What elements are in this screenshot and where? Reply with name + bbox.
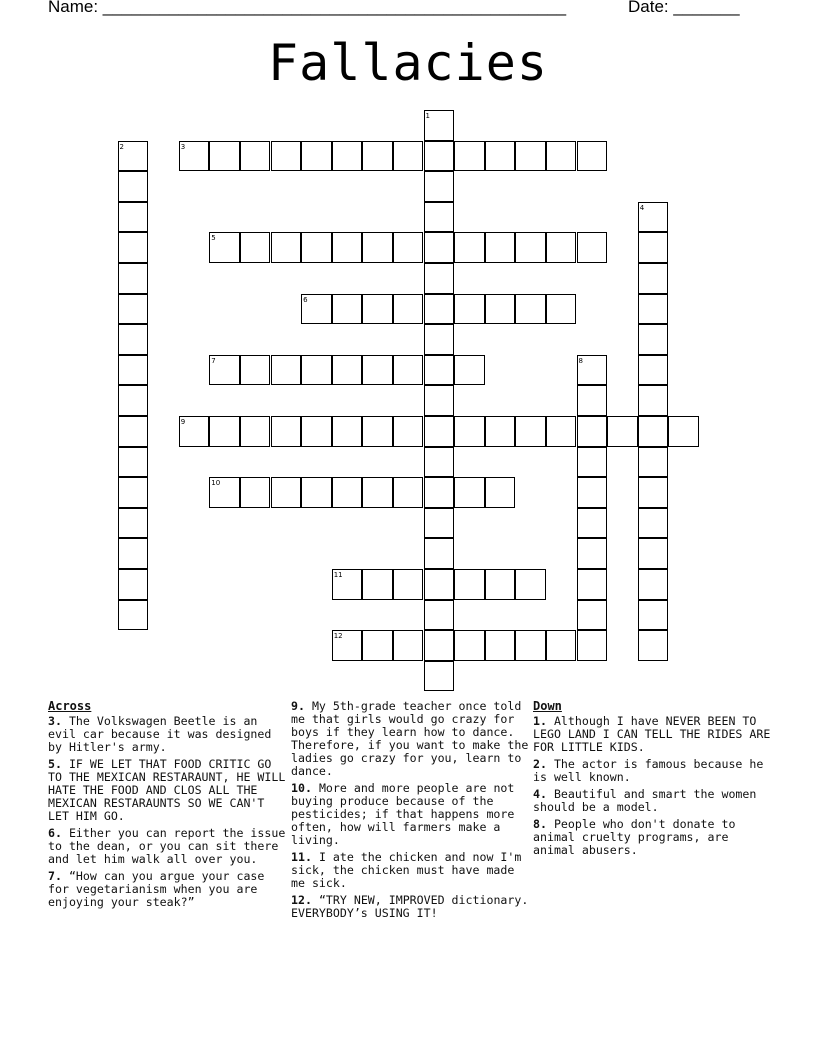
grid-cell[interactable]: [546, 294, 577, 325]
grid-cell[interactable]: [362, 294, 393, 325]
grid-cell[interactable]: [209, 141, 240, 172]
grid-cell[interactable]: [332, 294, 363, 325]
grid-cell[interactable]: [515, 569, 546, 600]
grid-cell[interactable]: [240, 477, 271, 508]
grid-cell[interactable]: [424, 630, 455, 661]
down-clues-column: [533, 700, 773, 861]
grid-cell[interactable]: [638, 630, 669, 661]
grid-cell[interactable]: [118, 569, 149, 600]
clue-number-1: 1: [425, 112, 430, 120]
grid-cell[interactable]: [546, 416, 577, 447]
grid-cell[interactable]: [485, 416, 516, 447]
clue-number-2: 2: [119, 142, 124, 151]
grid-cell[interactable]: [577, 538, 608, 569]
grid-cell[interactable]: [118, 171, 149, 202]
grid-cell[interactable]: [118, 416, 149, 447]
grid-cell[interactable]: [118, 600, 149, 631]
grid-cell[interactable]: [454, 416, 485, 447]
grid-cell[interactable]: [118, 324, 149, 355]
grid-cell[interactable]: [240, 355, 271, 386]
grid-cell[interactable]: [638, 477, 669, 508]
grid-cell[interactable]: [485, 294, 516, 325]
grid-cell[interactable]: [638, 569, 669, 600]
grid-cell[interactable]: [118, 202, 149, 233]
grid-cell[interactable]: [638, 232, 669, 263]
grid-cell[interactable]: [393, 569, 424, 600]
grid-cell[interactable]: [118, 477, 149, 508]
clue-number-10: 10: [211, 479, 221, 488]
grid-cell[interactable]: [485, 569, 516, 600]
grid-cell[interactable]: [454, 477, 485, 508]
grid-cell[interactable]: [424, 538, 455, 569]
grid-cell[interactable]: [485, 630, 516, 661]
grid-cell[interactable]: [454, 630, 485, 661]
grid-cell[interactable]: [638, 355, 669, 386]
grid-cell[interactable]: [577, 508, 608, 539]
clue-across-3: 3. The Volkswagen Beetle is an evil car because it was designed by Hitler's army.: [48, 714, 272, 754]
grid-cell[interactable]: [362, 355, 393, 386]
clue-number-9: 9: [180, 418, 186, 426]
grid-cell[interactable]: [271, 355, 302, 386]
clue-number-8: 8: [578, 356, 583, 365]
grid-cell[interactable]: [424, 508, 455, 539]
clue-down-2: 2. The actor is famous because he is well known.: [533, 757, 764, 784]
grid-cell[interactable]: [362, 141, 393, 172]
grid-cell[interactable]: [454, 232, 485, 263]
grid-cell[interactable]: [271, 232, 302, 263]
grid-cell[interactable]: [638, 538, 669, 569]
grid-cell[interactable]: [393, 141, 424, 172]
grid-cell[interactable]: [424, 141, 455, 172]
grid-cell[interactable]: [240, 141, 271, 172]
grid-cell[interactable]: [332, 141, 363, 172]
grid-cell[interactable]: [301, 141, 332, 172]
grid-cell[interactable]: [638, 416, 669, 447]
grid-cell[interactable]: [638, 294, 669, 325]
grid-cell[interactable]: [393, 232, 424, 263]
grid-cell[interactable]: [454, 569, 485, 600]
grid-cell[interactable]: [638, 385, 669, 416]
clue-across-9: 9. My 5th-grade teacher once told me that girls would go crazy for boys if they learn how to dance. Therefore, if you want to make the ladies go crazy for you, learn to dance.: [291, 699, 529, 778]
grid-cell[interactable]: [485, 232, 516, 263]
clue-number-7: 7: [211, 356, 216, 365]
grid-cell[interactable]: [118, 232, 149, 263]
clue-down-1: 1. Although I have NEVER BEEN TO LEGO LAND I CAN TELL THE RIDES ARE FOR LITTLE KIDS.: [533, 714, 771, 754]
grid-cell[interactable]: [424, 447, 455, 478]
grid-cell[interactable]: [424, 171, 455, 202]
grid-cell[interactable]: [118, 508, 149, 539]
grid-cell[interactable]: [515, 141, 546, 172]
grid-cell[interactable]: [332, 355, 363, 386]
grid-cell[interactable]: [362, 630, 393, 661]
across-clues-column-2: [291, 700, 529, 924]
grid-cell[interactable]: [424, 416, 455, 447]
grid-cell[interactable]: [424, 385, 455, 416]
grid-cell[interactable]: [118, 447, 149, 478]
grid-cell[interactable]: [271, 416, 302, 447]
clue-across-10: 10. More and more people are not buying produce because of the pesticides; if that happens more often, how will farmers make a living.: [291, 781, 515, 847]
clue-number-5: 5: [211, 234, 216, 243]
date-field[interactable]: Date: _______: [628, 0, 740, 16]
grid-cell[interactable]: [271, 477, 302, 508]
grid-cell[interactable]: [577, 385, 608, 416]
grid-cell[interactable]: [515, 416, 546, 447]
grid-cell[interactable]: [301, 416, 332, 447]
grid-cell[interactable]: [577, 477, 608, 508]
grid-cell[interactable]: [424, 355, 455, 386]
clue-down-4: 4. Beautiful and smart the women should be a model.: [533, 787, 757, 814]
down-heading: Down: [533, 699, 562, 713]
name-field[interactable]: Name: _________________________________________________: [48, 0, 567, 16]
grid-cell[interactable]: [118, 355, 149, 386]
grid-cell[interactable]: [546, 141, 577, 172]
grid-cell[interactable]: [332, 232, 363, 263]
grid-cell[interactable]: [577, 569, 608, 600]
clue-number-6: 6: [303, 295, 308, 304]
grid-cell[interactable]: [209, 416, 240, 447]
grid-cell[interactable]: [271, 141, 302, 172]
page-title: Fallacies: [268, 34, 548, 92]
grid-cell[interactable]: [546, 232, 577, 263]
grid-cell[interactable]: [424, 600, 455, 631]
grid-cell[interactable]: [393, 477, 424, 508]
grid-cell[interactable]: [362, 232, 393, 263]
grid-cell[interactable]: [362, 416, 393, 447]
grid-cell[interactable]: [424, 263, 455, 294]
grid-cell[interactable]: [668, 416, 699, 447]
clue-number-12: 12: [333, 632, 343, 641]
grid-cell[interactable]: [577, 630, 608, 661]
clue-across-5: 5. IF WE LET THAT FOOD CRITIC GO TO THE MEXICAN RESTARAUNT, HE WILL HATE THE FOOD AND CLOS ALL THE MEXICAN RESTARAUNTS SO WE CAN'T LET HIM GO.: [48, 757, 286, 823]
grid-cell[interactable]: [393, 355, 424, 386]
grid-cell[interactable]: [118, 385, 149, 416]
grid-cell[interactable]: [424, 569, 455, 600]
grid-cell[interactable]: [454, 355, 485, 386]
grid-cell[interactable]: [577, 447, 608, 478]
grid-cell[interactable]: [638, 263, 669, 294]
grid-cell[interactable]: [577, 232, 608, 263]
grid-cell[interactable]: [240, 416, 271, 447]
grid-cell[interactable]: [393, 630, 424, 661]
clue-across-12: 12. “TRY NEW, IMPROVED dictionary. EVERYBODY’s USING IT!: [291, 893, 529, 920]
grid-cell[interactable]: [424, 294, 455, 325]
grid-cell[interactable]: [485, 477, 516, 508]
clue-number-4: 4: [639, 203, 645, 212]
grid-cell[interactable]: [118, 538, 149, 569]
grid-cell[interactable]: [454, 294, 485, 325]
grid-cell[interactable]: [118, 294, 149, 325]
clue-number-11: 11: [333, 571, 343, 579]
grid-cell[interactable]: [332, 477, 363, 508]
grid-cell[interactable]: [424, 477, 455, 508]
grid-cell[interactable]: [577, 141, 608, 172]
clue-across-6: 6. Either you can report the issue to the dean, or you can sit there and let him walk all over you.: [48, 826, 286, 866]
grid-cell[interactable]: [424, 661, 455, 692]
clue-number-3: 3: [180, 142, 186, 151]
grid-cell[interactable]: [393, 416, 424, 447]
grid-cell[interactable]: [485, 141, 516, 172]
across-clues-column-1: [48, 700, 286, 913]
grid-cell[interactable]: [515, 232, 546, 263]
clue-down-8: 8. People who don't donate to animal cruelty programs, are animal abusers.: [533, 817, 736, 857]
grid-cell[interactable]: [362, 477, 393, 508]
grid-cell[interactable]: [515, 630, 546, 661]
grid-cell[interactable]: [577, 600, 608, 631]
grid-cell[interactable]: [393, 294, 424, 325]
grid-cell[interactable]: [546, 630, 577, 661]
grid-cell[interactable]: [301, 477, 332, 508]
grid-cell[interactable]: [332, 416, 363, 447]
clue-across-11: 11. I ate the chicken and now I'm sick, the chicken must have made me sick.: [291, 850, 522, 890]
grid-cell[interactable]: [118, 263, 149, 294]
grid-cell[interactable]: [424, 232, 455, 263]
grid-cell[interactable]: [362, 569, 393, 600]
grid-cell[interactable]: [577, 416, 608, 447]
grid-cell[interactable]: [454, 141, 485, 172]
clue-across-7: 7. “How can you argue your case for vegetarianism when you are enjoying your steak?”: [48, 869, 265, 909]
grid-cell[interactable]: [638, 447, 669, 478]
grid-cell[interactable]: [638, 508, 669, 539]
grid-cell[interactable]: [424, 202, 455, 233]
across-heading: Across: [48, 699, 92, 713]
grid-cell[interactable]: [638, 600, 669, 631]
grid-cell[interactable]: [240, 232, 271, 263]
grid-cell[interactable]: [607, 416, 638, 447]
grid-cell[interactable]: [301, 355, 332, 386]
grid-cell[interactable]: [638, 324, 669, 355]
grid-cell[interactable]: [515, 294, 546, 325]
grid-cell[interactable]: [424, 324, 455, 355]
grid-cell[interactable]: [301, 232, 332, 263]
